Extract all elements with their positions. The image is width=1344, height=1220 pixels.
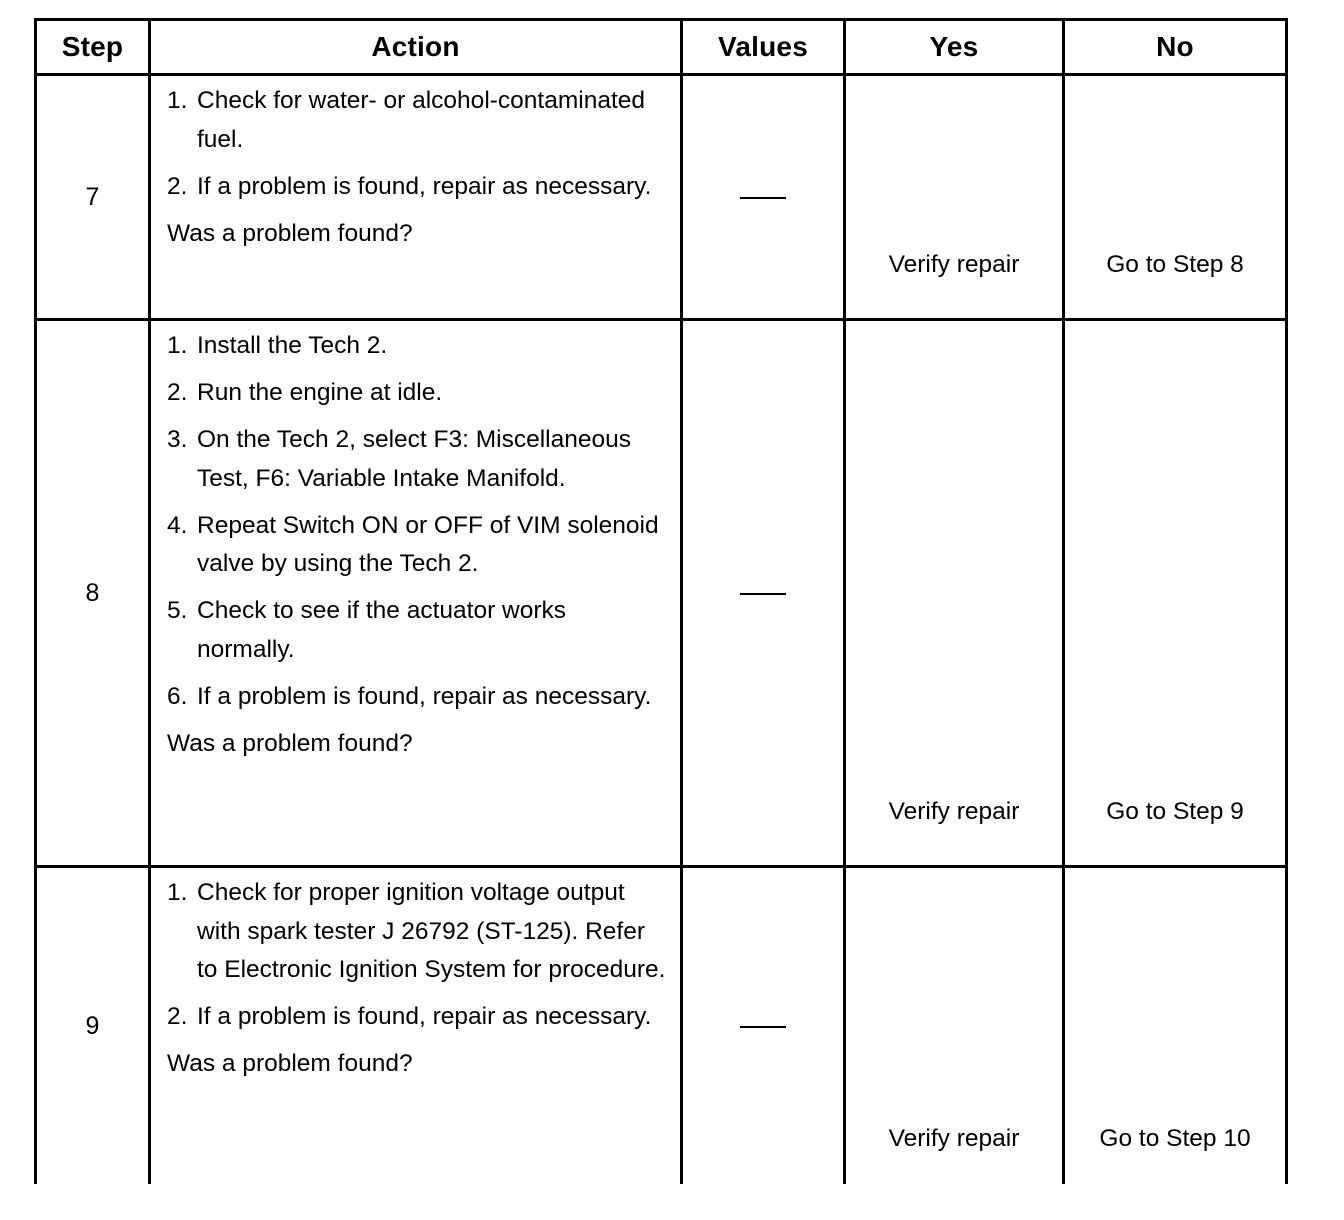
step-number: 7: [36, 75, 150, 320]
action-question: Was a problem found?: [167, 219, 413, 247]
action-cell: [150, 75, 682, 320]
action-list: [167, 874, 666, 1037]
diagnostic-table: [34, 18, 1288, 1184]
table-row: [36, 867, 1287, 1185]
action-item: 2. Run the engine at idle.: [167, 379, 443, 406]
yes-cell: [845, 75, 1064, 320]
action-item: 1. Install the Tech 2.: [167, 332, 388, 359]
header-values: Values: [682, 20, 845, 75]
values-cell: [682, 320, 845, 867]
yes-result: Verify repair: [888, 798, 1020, 825]
header-step: Step: [36, 20, 150, 75]
no-result: Go to Step 8: [1106, 251, 1244, 278]
action-cell: [150, 867, 682, 1185]
no-result: Go to Step 10: [1099, 1125, 1251, 1152]
header-no: No: [1064, 20, 1287, 75]
table-row: [36, 75, 1287, 320]
header-action: Action: [150, 20, 682, 75]
action-item: 1. Check for water- or alcohol-contaminated fuel.: [167, 87, 646, 153]
no-cell: [1064, 867, 1287, 1185]
empty-value-dash: [740, 1026, 786, 1028]
yes-cell: [845, 320, 1064, 867]
empty-value-dash: [740, 197, 786, 199]
no-cell: [1064, 320, 1287, 867]
step-number: 8: [36, 320, 150, 867]
action-item: 3. On the Tech 2, select F3: Miscellaneous Test, F6: Variable Intake Manifold.: [167, 426, 631, 492]
action-item: 5. Check to see if the actuator works normally.: [167, 597, 567, 663]
table-row: [36, 320, 1287, 867]
yes-result: Verify repair: [888, 251, 1020, 278]
action-question: Was a problem found?: [167, 729, 413, 757]
values-cell: [682, 75, 845, 320]
values-cell: [682, 867, 845, 1185]
action-cell: [150, 320, 682, 867]
yes-result: Verify repair: [888, 1125, 1020, 1152]
action-item: 4. Repeat Switch ON or OFF of VIM solenoid valve by using the Tech 2.: [167, 511, 659, 577]
header-yes: Yes: [845, 20, 1064, 75]
action-item: 2. If a problem is found, repair as necessary.: [167, 1003, 652, 1030]
yes-cell: [845, 867, 1064, 1185]
action-question: Was a problem found?: [167, 1050, 413, 1077]
action-item: 6. If a problem is found, repair as necessary.: [167, 682, 652, 710]
no-cell: [1064, 75, 1287, 320]
action-item: 2. If a problem is found, repair as necessary.: [167, 172, 652, 200]
action-list: [167, 82, 666, 206]
action-list: [167, 327, 666, 716]
step-number: 9: [36, 867, 150, 1185]
header-row: [36, 20, 1287, 75]
empty-value-dash: [740, 593, 786, 595]
action-item: 1. Check for proper ignition voltage output with spark tester J 26792 (ST-125). Refer to Electronic Ignition System for procedure.: [167, 879, 666, 983]
no-result: Go to Step 9: [1106, 798, 1244, 825]
